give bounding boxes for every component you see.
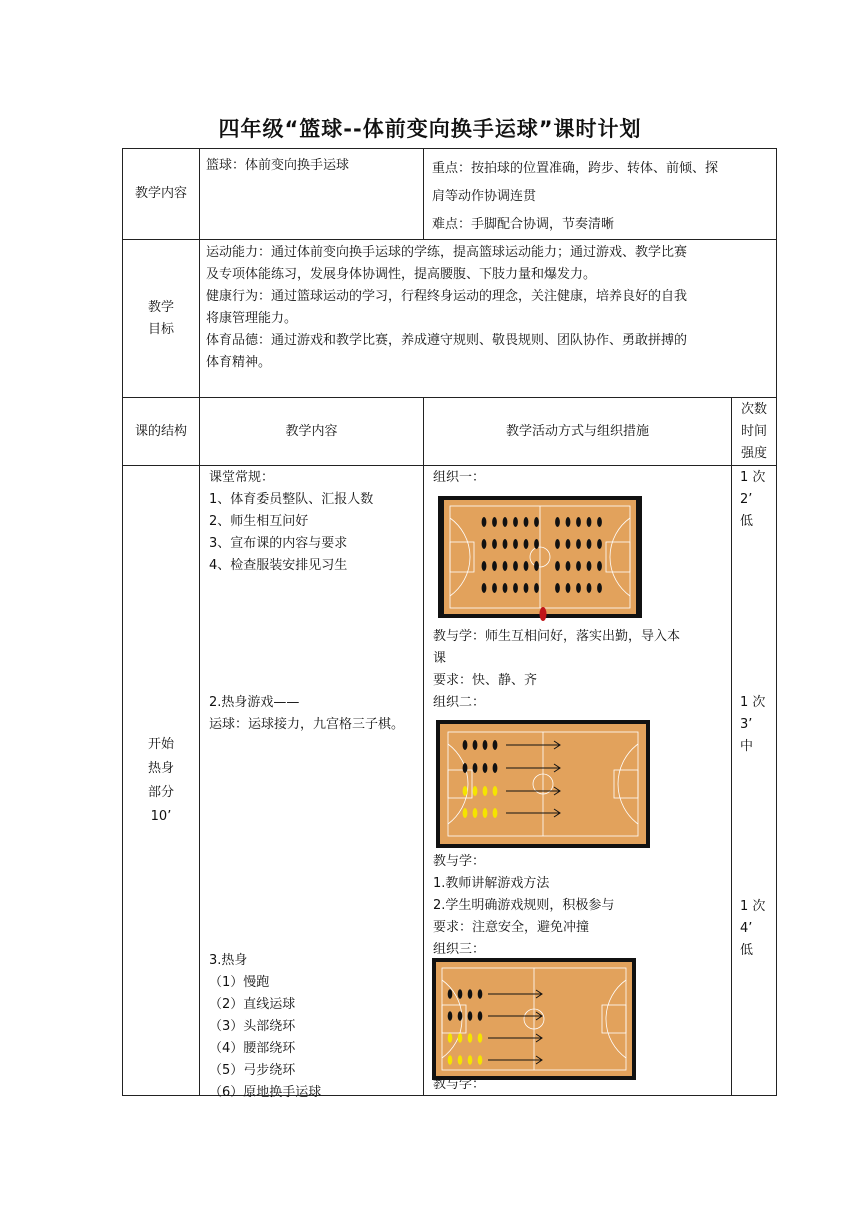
- student-marker: [576, 583, 581, 593]
- student-marker: [555, 539, 560, 549]
- student-marker: [503, 561, 508, 571]
- org1-text-line: 教与学：师生互相问好，落实出勤，导入本: [433, 629, 681, 644]
- page-title: 四年级“篮球--体前变向换手运球”课时计划: [218, 117, 642, 141]
- exercise-line: （3）头部绕环: [209, 1019, 296, 1034]
- teaching-goals-row: [123, 240, 777, 398]
- key-point-line2: 肩等动作协调连贯: [432, 189, 537, 204]
- student-marker: [513, 561, 518, 571]
- student-marker: [534, 561, 539, 571]
- goal-line: 体育精神。: [206, 355, 272, 370]
- student-marker: [534, 517, 539, 527]
- time-value: 4’: [740, 921, 753, 936]
- game-line: 2.热身游戏——: [209, 695, 300, 710]
- header-count: 次数: [741, 401, 768, 417]
- goals-label-line2: 目标: [147, 321, 174, 337]
- key-points-cell: [424, 149, 777, 240]
- difficulty-line: 难点：手脚配合协调，节奏清晰: [432, 217, 615, 232]
- section-label-line: 10’: [150, 808, 172, 824]
- exercise-line: （6）原地换手运球: [209, 1085, 322, 1100]
- student-marker: [597, 539, 602, 549]
- goal-line: 及专项体能练习，发展身体协调性，提高腰腹、下肢力量和爆发力。: [206, 267, 597, 282]
- time-entry-2: [740, 692, 765, 758]
- header-activity: 教学活动方式与组织措施: [424, 398, 732, 466]
- header-intensity: 强度: [741, 445, 768, 461]
- court-diagram-1: [438, 496, 642, 622]
- count-value: 1 次: [740, 695, 766, 710]
- student-marker: [576, 517, 581, 527]
- student-marker: [587, 539, 592, 549]
- student-marker: [576, 561, 581, 571]
- header-structure: 课的结构: [123, 398, 200, 466]
- student-marker: [524, 539, 529, 549]
- org3-description: [433, 1074, 485, 1096]
- student-marker: [587, 517, 592, 527]
- warmup-content-cell: [200, 466, 424, 1100]
- goals-label-line1: 教学: [147, 299, 174, 315]
- warmup-section-label: [123, 466, 200, 1096]
- time-entry-1: [740, 467, 765, 533]
- org2-text-line: 教与学：: [433, 854, 486, 869]
- goal-line: 运动能力：通过体前变向换手运球的学练，提高篮球运动能力；通过游戏、教学比赛: [206, 245, 688, 260]
- student-marker: [482, 517, 487, 527]
- student-marker: [492, 583, 497, 593]
- game-line: 运球：运球接力，九宫格三子棋。: [209, 717, 405, 732]
- student-marker: [566, 583, 571, 593]
- warmup-exercise-block: [209, 950, 321, 1104]
- student-marker: [587, 561, 592, 571]
- student-marker: [534, 539, 539, 549]
- student-marker: [513, 539, 518, 549]
- teaching-content-label: 教学内容: [123, 149, 200, 240]
- intensity-value: 中: [740, 739, 754, 754]
- student-marker: [513, 517, 518, 527]
- org2-text-line: 2.学生明确游戏规则，积极参与: [433, 898, 615, 913]
- time-value: 3’: [740, 717, 753, 732]
- student-marker: [492, 539, 497, 549]
- routine-line: 2、师生相互问好: [209, 514, 309, 529]
- exercise-line: （2）直线运球: [209, 997, 296, 1012]
- org3-label: 组织三：: [433, 942, 486, 957]
- exercise-line: 3.热身: [209, 953, 248, 968]
- routine-line: 1、体育委员整队、汇报人数: [209, 492, 374, 507]
- student-marker: [513, 583, 518, 593]
- goal-line: 将康管理能力。: [206, 311, 298, 326]
- routine-line: 4、检查服装安排见习生: [209, 558, 348, 573]
- header-time: 时间: [741, 423, 768, 439]
- org1-label: 组织一：: [433, 470, 486, 485]
- header-count-time-intensity: [732, 398, 777, 466]
- exercise-line: （5）弓步绕环: [209, 1063, 296, 1078]
- student-marker: [482, 539, 487, 549]
- student-marker: [482, 583, 487, 593]
- count-value: 1 次: [740, 470, 766, 485]
- student-marker: [555, 517, 560, 527]
- student-marker: [492, 517, 497, 527]
- org2-text-line: 1.教师讲解游戏方法: [433, 876, 550, 891]
- org1-text-line: 课: [433, 651, 447, 666]
- section-label-line: 开始: [147, 736, 174, 752]
- teaching-goals-cell: [200, 240, 777, 398]
- org1-text-line: 要求：快、静、齐: [433, 673, 538, 688]
- student-marker: [597, 583, 602, 593]
- student-marker: [524, 583, 529, 593]
- student-marker: [503, 583, 508, 593]
- time-value: 2’: [740, 492, 753, 507]
- lesson-plan-table: [122, 148, 777, 1100]
- student-marker: [576, 539, 581, 549]
- student-marker: [566, 517, 571, 527]
- count-time-intensity-cell: [732, 466, 777, 1096]
- teaching-content-row: [123, 149, 777, 240]
- student-marker: [524, 561, 529, 571]
- court-diagram-3: [432, 958, 636, 1080]
- header-row: [123, 398, 777, 466]
- student-marker: [555, 583, 560, 593]
- key-point-line1: 重点：按拍球的位置准确，跨步、转体、前倾、探: [432, 161, 719, 176]
- student-marker: [566, 539, 571, 549]
- time-entry-3: [740, 896, 765, 962]
- student-marker: [492, 561, 497, 571]
- goal-line: 健康行为：通过篮球运动的学习，行程终身运动的理念，关注健康，培养良好的自我: [206, 289, 688, 304]
- org1-block: [433, 467, 485, 489]
- org1-description: [433, 626, 729, 714]
- count-value: 1 次: [740, 899, 766, 914]
- section-label-line: 热身: [147, 760, 174, 776]
- teacher-marker: [540, 607, 547, 621]
- student-marker: [597, 517, 602, 527]
- routine-line: 课堂常规：: [209, 470, 275, 485]
- organization-cell: [424, 466, 732, 1096]
- student-marker: [566, 561, 571, 571]
- court-diagram-2: [436, 720, 650, 848]
- intensity-value: 低: [740, 514, 754, 529]
- intensity-value: 低: [740, 943, 754, 958]
- class-routine-block: [209, 467, 373, 577]
- routine-line: 3、宣布课的内容与要求: [209, 536, 348, 551]
- section-label-line: 部分: [147, 784, 174, 800]
- student-marker: [597, 561, 602, 571]
- exercise-line: （1）慢跑: [209, 975, 270, 990]
- student-marker: [503, 539, 508, 549]
- goal-line: 体育品德：通过游戏和教学比赛，养成遵守规则、敬畏规则、团队协作、勇敢拼搏的: [206, 333, 688, 348]
- warmup-section-row: [123, 466, 777, 1096]
- teaching-goals-label: [123, 240, 200, 398]
- org3-text-line: 教与学：: [433, 1077, 486, 1092]
- student-marker: [587, 583, 592, 593]
- org2-description: [433, 851, 729, 961]
- student-marker: [534, 583, 539, 593]
- org2-label: 组织二：: [433, 695, 486, 710]
- exercise-line: （4）腰部绕环: [209, 1041, 296, 1056]
- student-marker: [555, 561, 560, 571]
- org2-text-line: 要求：注意安全，避免冲撞: [433, 920, 590, 935]
- student-marker: [482, 561, 487, 571]
- student-marker: [503, 517, 508, 527]
- student-marker: [524, 517, 529, 527]
- warmup-game-block: [209, 692, 404, 736]
- header-content: 教学内容: [200, 398, 424, 466]
- teaching-content-cell: 篮球：体前变向换手运球: [200, 149, 424, 240]
